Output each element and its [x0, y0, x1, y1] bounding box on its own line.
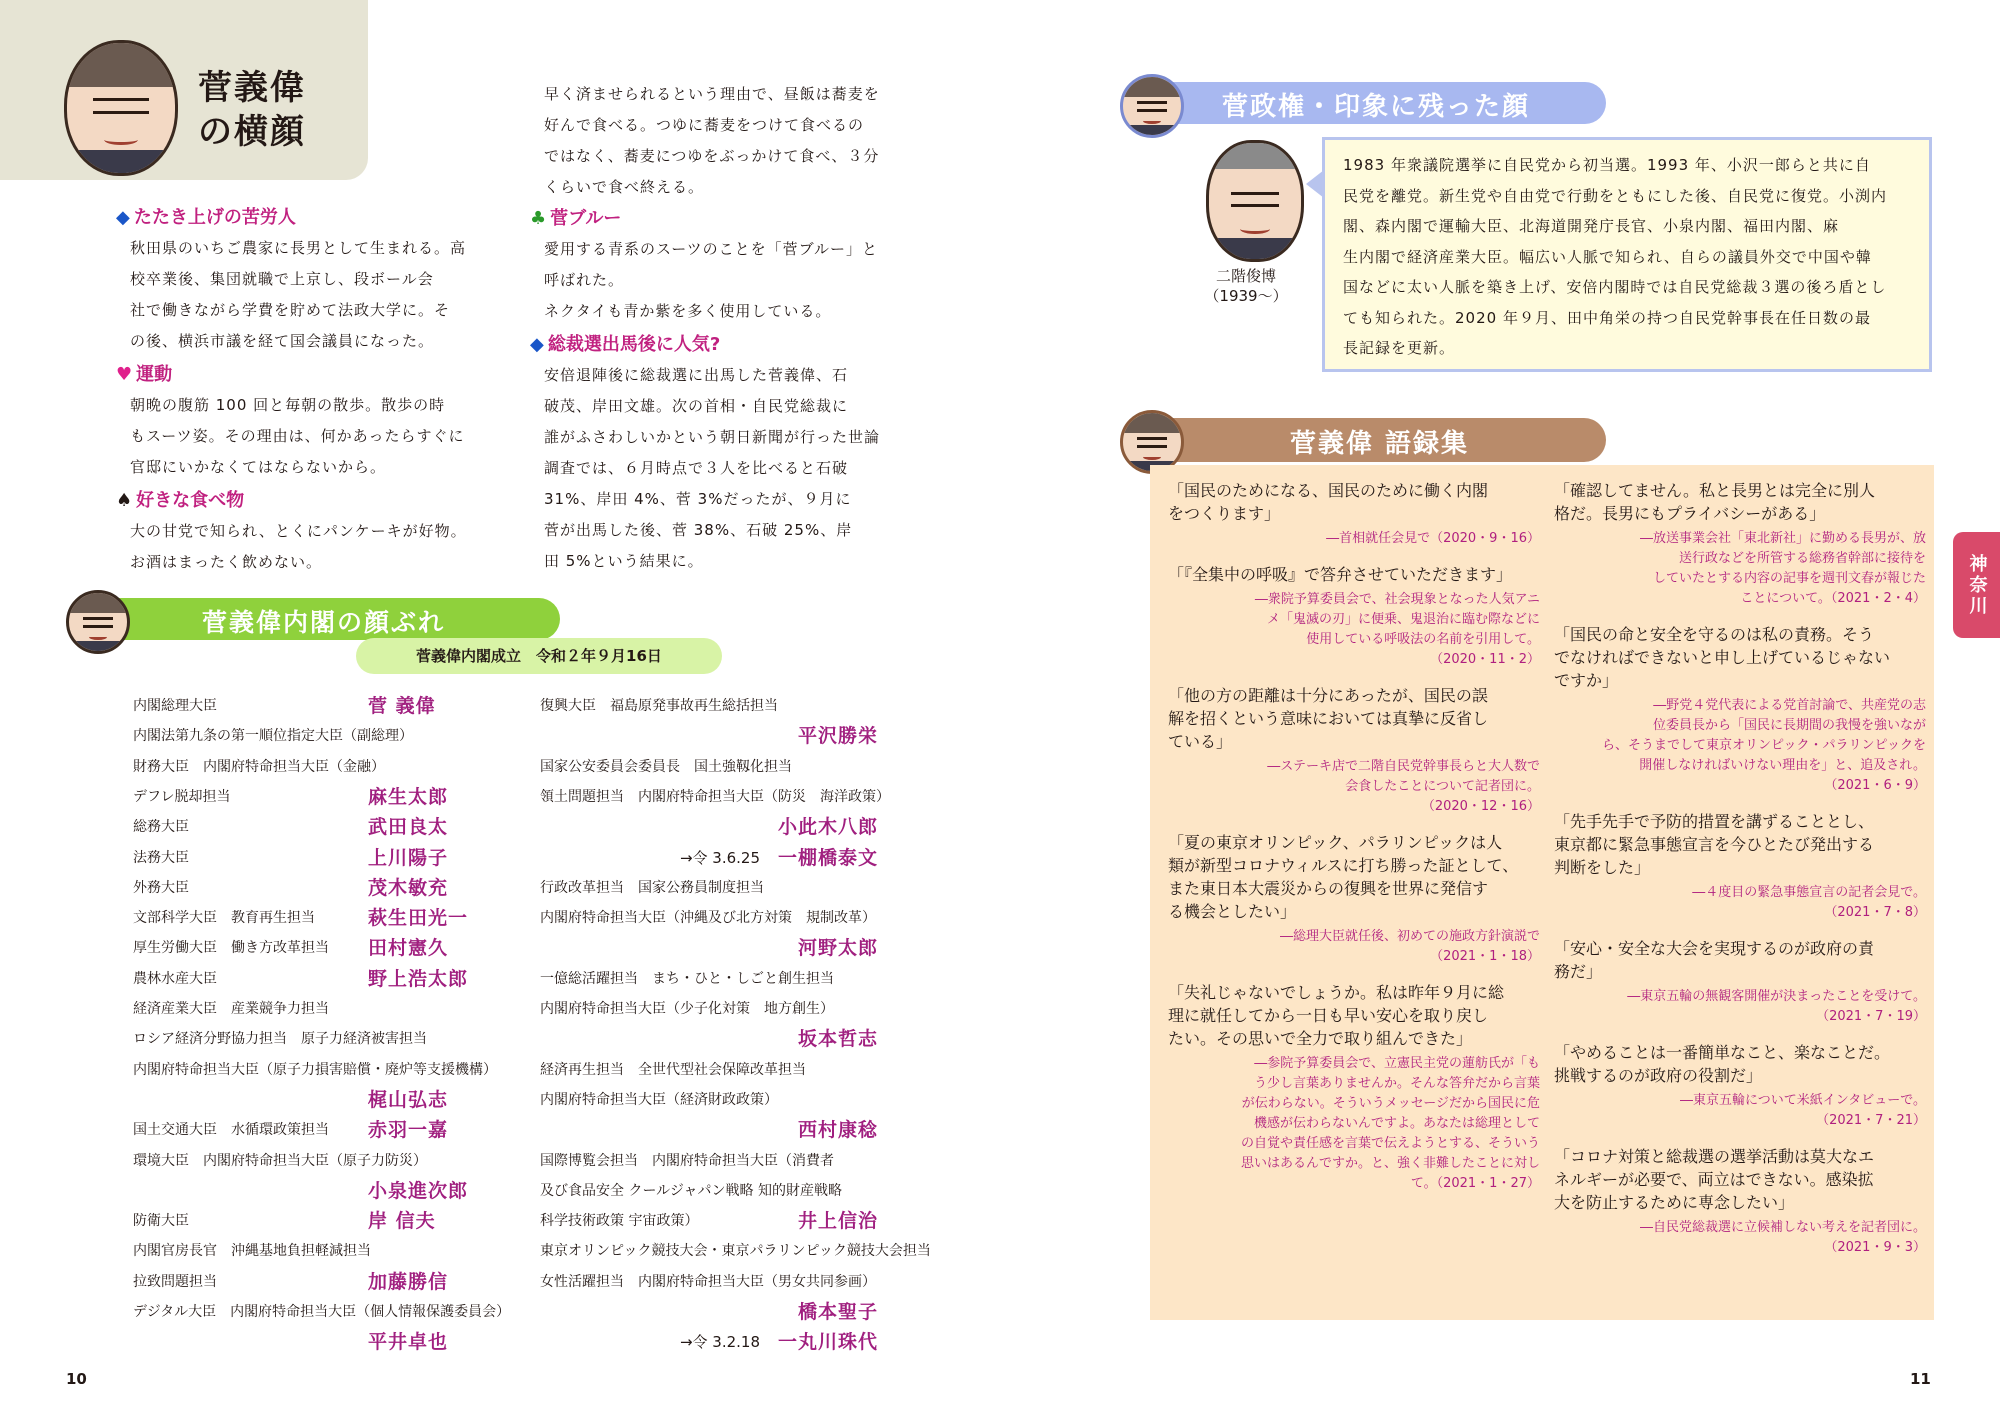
quote-source [1554, 883, 1926, 923]
quote-source [1168, 927, 1540, 967]
nikai-portrait-icon [1206, 140, 1304, 262]
quote-source [1168, 590, 1540, 670]
quote-source [1554, 1091, 1926, 1131]
bio-box [1322, 137, 1932, 372]
quote-source-line: ―東京五輪について米紙インタビューで。 [1680, 1093, 1926, 1108]
bio-line: 生内閣で経済産業大臣。幅広い人脈で知られ、自らの議員外交で中国や韓 [1343, 247, 1872, 266]
cabinet-minister-name: 茂木敏充 [368, 876, 449, 899]
quote-source-line: ―参院予算委員会で、立憲民主党の蓮舫氏が「も [1254, 1056, 1540, 1071]
cabinet-post: 総務大臣 [133, 819, 189, 836]
suga-portrait-icon [64, 40, 178, 176]
quote-line: 「やめることは一番簡単なこと、楽なことだ。 [1554, 1043, 1891, 1062]
quote-source-line: ―野党４党代表による党首討論で、共産党の志 [1653, 698, 1926, 713]
nikai-years: （1939～） [1204, 287, 1288, 305]
cabinet-heading-pill [82, 598, 560, 640]
bio-line: 閣、森内閣で運輸大臣、北海道開発庁長官、小泉内閣、福田内閣、麻 [1343, 217, 1840, 235]
profile-header-bg [0, 0, 368, 180]
quote-line: 大を防止するために専念したい」 [1554, 1193, 1795, 1212]
cabinet-subheading: 菅義偉内閣成立 令和２年９月16日 [416, 647, 662, 665]
bio-line: 国などに太い人脈を築き上げ、安倍内閣時では自民党総裁３選の後ろ盾とし [1343, 278, 1887, 296]
cabinet-post: 防衛大臣 [133, 1213, 189, 1230]
quote-source-line: ―ステーキ店で二階自民党幹事長らと大人数で [1267, 759, 1540, 774]
section-heading-text: 運動 [136, 364, 173, 385]
quote-source-line: ことについて。（2021・2・4） [1740, 591, 1926, 606]
profile-text-line: 秋田県のいちご農家に長男として生まれる。高 [130, 239, 467, 257]
quote-line: 理に就任してから一日も早い安心を取り戻し [1168, 1006, 1489, 1025]
quote-source [1168, 529, 1540, 549]
profile-right-intro [530, 79, 900, 203]
profile-text-line: 安倍退陣後に総裁選に出馬した菅義偉、石 [544, 366, 849, 384]
section-heading-text: たたき上げの苦労人 [133, 207, 296, 228]
cabinet-minister-name: 菅 義偉 [368, 695, 436, 717]
quote-text [1554, 937, 1926, 983]
quote-text [1554, 1145, 1926, 1214]
quote-text [1168, 981, 1540, 1050]
quote-line: 「夏の東京オリンピック、パラリンピックは人 [1168, 833, 1503, 852]
profile-section-heading [530, 329, 900, 360]
cabinet-post: 内閣総理大臣 [133, 698, 217, 714]
cabinet-post: 東京オリンピック競技大会・東京パラリンピック競技大会担当 [540, 1243, 931, 1260]
quote-item [1554, 479, 1926, 609]
nikai-name: 二階俊博 [1215, 267, 1276, 285]
profile-text-line: 田 5%という結果に。 [544, 552, 704, 570]
quote-line: 務だ」 [1554, 962, 1603, 981]
section-marker-icon: ♣ [530, 208, 547, 229]
cabinet-minister-name: 坂本哲志 [797, 1028, 878, 1051]
cabinet-post: 経済産業大臣 産業競争力担当 [133, 1001, 329, 1017]
quote-item [1554, 623, 1926, 796]
profile-text-line: 調査では、６月時点で３人を比べると石破 [544, 459, 849, 477]
quote-item [1554, 1041, 1926, 1131]
cabinet-minister-name: 加藤勝信 [368, 1270, 449, 1293]
cabinet-minister-name: 橋本聖子 [797, 1301, 878, 1323]
cabinet-minister-name: 平井卓也 [368, 1331, 449, 1354]
profile-text-line: 31%、岸田 4%、菅 3%だったが、９月に [544, 490, 852, 508]
quote-source-line: （2020・11・2） [1430, 652, 1540, 667]
profile-text-line: お酒はまったく飲めない。 [130, 553, 323, 571]
quote-line: 「国民のためになる、国民のために働く内閣 [1168, 481, 1489, 500]
cabinet-minister-name: 小此木八郎 [777, 816, 878, 839]
bio-line: 民党を離党。新生党や自由党で行動をともにした後、自民党に復党。小渕内 [1343, 186, 1888, 205]
quote-item [1168, 831, 1540, 967]
profile-right-sections [530, 203, 900, 577]
profile-section-heading [116, 359, 495, 390]
profile-text-line: 早く済ませられるという理由で、昼飯は蕎麦を [544, 85, 880, 103]
profile-text-line: ではなく、蕎麦につゆをぶっかけて食べ、３分 [544, 147, 880, 165]
cabinet-post: 一億総活躍担当 まち・ひと・しごと創生担当 [540, 970, 834, 987]
quote-source-line: ―総理大臣就任後、初めての施政方針演説で [1279, 929, 1540, 944]
profile-text-line: 社で働きながら学費を貯めて法政大学に。そ [130, 301, 451, 319]
quote-line: 「安心・安全な大会を実現するのが政府の責 [1554, 939, 1875, 958]
profile-section-heading [116, 485, 495, 516]
quote-line: 格だ。長男にもプライバシーがある」 [1554, 504, 1826, 523]
quote-line: ですか」 [1554, 671, 1619, 690]
quote-text [1554, 810, 1926, 879]
impression-heading-pill [1140, 82, 1606, 124]
quote-line: たい。その思いで全力で取り組んできた」 [1168, 1029, 1473, 1048]
quote-source-line: 開催しなければいけない理由を」と、追及され。 [1639, 758, 1926, 773]
quote-source-line: メ「鬼滅の刃」に便乗、鬼退治に臨む際などに [1266, 612, 1540, 627]
section-marker-icon: ♠ [116, 490, 133, 511]
quote-text [1554, 623, 1926, 692]
cabinet-post: 内閣府特命担当大臣（沖縄及び北方対策 規制改革） [540, 910, 876, 927]
cabinet-minister-name: 梶山弘志 [368, 1088, 449, 1111]
quote-item [1168, 981, 1540, 1194]
quote-line: 「『全集中の呼吸』で答弁させていただきます」 [1168, 565, 1513, 584]
quote-line: でなければできないと申し上げているじゃない [1554, 648, 1891, 667]
quote-item [1554, 810, 1926, 923]
cabinet-subheading-pill [356, 638, 722, 674]
quote-source-line: ら、そうまでして東京オリンピック・パラリンピックを [1602, 738, 1926, 753]
cabinet-minister-name: 河野太郎 [797, 937, 878, 960]
profile-text-line: 朝晩の腹筋 100 回と毎朝の散歩。散歩の時 [130, 396, 446, 414]
profile-text-line: 破茂、岸田文雄。次の首相・自民党総裁に [544, 397, 849, 415]
quote-line: 挑戦するのが政府の役割だ」 [1554, 1066, 1763, 1085]
profile-section-heading [530, 203, 900, 234]
quote-source-line: が伝わらない。そういうメッセージだから国民に危 [1241, 1096, 1540, 1111]
quote-source [1554, 1218, 1926, 1258]
cabinet-minister-name: 一棚橋泰文 [777, 846, 878, 869]
profile-text-line: 好んで食べる。つゆに蕎麦をつけて食べるの [544, 116, 865, 134]
cabinet-minister-name: 麻生太郎 [368, 785, 449, 808]
cabinet-minister-name: 小泉進次郎 [368, 1179, 469, 1202]
quote-source-line: 機感が伝わらないんですよ。あなたは総理として [1253, 1116, 1540, 1131]
section-heading-text: 総裁選出馬後に人気? [547, 334, 721, 355]
quote-line: 「失礼じゃないでしょうか。私は昨年９月に総 [1168, 983, 1505, 1002]
cabinet-post: デフレ脱却担当 [133, 788, 231, 805]
quote-source-line: 送行政などを所管する総務省幹部に接待を [1678, 551, 1926, 566]
quote-source-line: ―放送事業会社「東北新社」に勤める長男が、放 [1639, 531, 1926, 546]
quote-source-line: （2020・12・16） [1421, 799, 1540, 814]
quote-line: 「他の方の距離は十分にあったが、国民の誤 [1168, 686, 1488, 705]
quote-source-line: 位委員長から「国民に長期間の我慢を強いなが [1652, 718, 1926, 733]
quote-line: る機会としたい」 [1168, 902, 1297, 921]
profile-text-line: 誰がふさわしいかという朝日新聞が行った世論 [544, 428, 881, 446]
profile-title [198, 66, 306, 154]
profile-text-line: 大の甘党で知られ、とくにパンケーキが好物。 [130, 522, 467, 540]
quote-line: 類が新型コロナウィルスに打ち勝った証として、 [1168, 856, 1519, 875]
bio-line: ても知られた。2020 年９月、田中角栄の持つ自民党幹事長在任日数の最 [1343, 308, 1871, 327]
quote-line: 「国民の命と安全を守るのは私の責務。そう [1554, 625, 1875, 644]
cabinet-minister-name: 武田良太 [368, 816, 449, 839]
quote-text [1168, 831, 1540, 923]
cabinet-minister-name: 岸 信夫 [368, 1210, 436, 1233]
quote-line: 「確認してません。私と長男とは完全に別人 [1554, 481, 1875, 500]
section-heading-text: 菅ブルー [550, 208, 622, 229]
cabinet-post: 厚生労働大臣 働き方改革担当 [133, 940, 329, 957]
quote-line: また東日本大震災からの復興を世界に発信す [1168, 879, 1489, 898]
page-number-left: 10 [66, 1370, 87, 1388]
quote-line: をつくります」 [1168, 504, 1281, 523]
suga-small-icon [66, 590, 130, 654]
cabinet-post: 財務大臣 内閣府特命担当大臣（金融） [133, 758, 385, 775]
cabinet-post: デジタル大臣 内閣府特命担当大臣（個人情報保護委員会） [133, 1304, 511, 1320]
quote-source-line: て。（2021・1・27） [1410, 1176, 1540, 1191]
quote-text [1554, 1041, 1926, 1087]
quote-source-line: ―東京五輪の無観客開催が決まったことを受けて。 [1627, 989, 1926, 1004]
page-number-right: 11 [1910, 1370, 1931, 1388]
cabinet-post: 経済再生担当 全世代型社会保障改革担当 [540, 1061, 806, 1078]
quote-line: 「コロナ対策と総裁選の選挙活動は莫大なエ [1554, 1147, 1875, 1166]
cabinet-minister-name: 一丸川珠代 [777, 1331, 878, 1354]
cabinet-post: 外務大臣 [133, 879, 189, 896]
quote-line: 判断をした」 [1554, 858, 1651, 877]
profile-text-line: 校卒業後、集団就職で上京し、段ボール会 [130, 270, 434, 288]
quote-text [1168, 684, 1540, 753]
bio-line: 1983 年衆議院選挙に自民党から初当選。1993 年、小沢一郎らと共に自 [1343, 156, 1871, 174]
quote-source-line: 会食したことについて記者団に。 [1345, 779, 1540, 794]
quote-item [1168, 563, 1540, 670]
quote-source-line: 思いはあるんですか。と、強く非難したことに対し [1240, 1156, 1540, 1171]
cabinet-post: 復興大臣 福島原発事故再生総括担当 [540, 698, 778, 714]
profile-text-line: もスーツ姿。その理由は、何かあったらすぐに [130, 427, 465, 445]
cabinet-post: 行政改革担当 国家公務員制度担当 [540, 879, 764, 896]
cabinet-minister-name: 赤羽一嘉 [368, 1119, 449, 1142]
quote-source [1168, 1054, 1540, 1194]
cabinet-post: ロシア経済分野協力担当 原子力経済被害担当 [133, 1031, 427, 1048]
profile-left-column [116, 202, 495, 578]
quote-text [1554, 479, 1926, 525]
profile-text-line: 愛用する青系のスーツのことを「菅ブルー」と [544, 240, 879, 258]
quote-source-line: （2021・7・21） [1816, 1113, 1926, 1128]
quote-source-line: （2021・7・19） [1816, 1009, 1926, 1024]
suga-impression-icon [1120, 74, 1184, 138]
cabinet-post: 拉致問題担当 [133, 1273, 217, 1290]
cabinet-post: 及び食品安全 クールジャパン戦略 知的財産戦略 [540, 1182, 842, 1199]
cabinet-post: 国際博覧会担当 内閣府特命担当大臣（消費者 [540, 1152, 834, 1169]
cabinet-post: 環境大臣 内閣府特命担当大臣（原子力防災） [133, 1152, 427, 1169]
quote-text [1168, 479, 1540, 525]
quotes-box [1150, 465, 1934, 1320]
cabinet-minister-name: 野上浩太郎 [368, 967, 469, 990]
section-heading-text: 好きな食べ物 [136, 490, 245, 511]
quote-item [1554, 1145, 1926, 1258]
profile-title-line1: 菅義偉 [198, 68, 306, 108]
section-marker-icon: ◆ [116, 207, 130, 228]
cabinet-heading: 菅義偉内閣の顔ぶれ [202, 608, 446, 637]
profile-section-heading [116, 202, 495, 233]
profile-text-line: 菅が出馬した後、菅 38%、石破 25%、岸 [544, 521, 853, 539]
profile-text-line: 呼ばれた。 [544, 271, 625, 289]
quote-source-line: （2021・7・8） [1824, 905, 1926, 920]
cabinet-post: 内閣官房長官 沖縄基地負担軽減担当 [133, 1243, 371, 1260]
nikai-caption [1176, 266, 1316, 306]
side-tab-kanagawa: 神奈川 [1953, 532, 2000, 638]
cabinet-minister-name: 井上信治 [797, 1210, 878, 1233]
quote-source [1554, 696, 1926, 796]
quote-source-line: ―衆院予算委員会で、社会現象となった人気アニ [1254, 592, 1540, 607]
profile-text-line: くらいで食べ終える。 [544, 178, 705, 196]
quote-item [1168, 479, 1540, 549]
quote-source-line: の自覚や責任感を言葉で伝えようとする、そういう [1240, 1136, 1540, 1151]
section-marker-icon: ♥ [116, 364, 133, 385]
quote-source-line: ―首相就任会見で（2020・9・16） [1326, 531, 1540, 546]
profile-text-line: ネクタイも青か紫を多く使用している。 [544, 302, 832, 320]
cabinet-post: 内閣府特命担当大臣（原子力損害賠償・廃炉等支援機構） [133, 1061, 497, 1078]
quote-line: ネルギーが必要で、両立はできない。感染拡 [1554, 1170, 1874, 1189]
quote-text [1168, 563, 1540, 586]
section-marker-icon: ◆ [530, 334, 544, 355]
quote-source-line: 使用している呼吸法の名前を引用して。 [1306, 632, 1540, 647]
profile-text-line: 官邸にいかなくてはならないから。 [130, 458, 387, 476]
quote-line: 「先手先手で予防的措置を講ずることとし、 [1554, 812, 1875, 831]
quote-source-line: （2021・1・18） [1430, 949, 1540, 964]
cabinet-post: 法務大臣 [133, 849, 189, 866]
cabinet-post: 領土問題担当 内閣府特命担当大臣（防災 海洋政策） [540, 788, 890, 805]
profile-right-column [530, 79, 900, 577]
quote-source [1554, 987, 1926, 1027]
quote-line: ている」 [1168, 732, 1233, 751]
cabinet-post: 内閣府特命担当大臣（経済財政政策） [540, 1091, 778, 1108]
quotes-heading: 菅義偉 語録集 [1290, 429, 1470, 459]
profile-title-line2: の横顔 [198, 112, 306, 152]
quote-item [1554, 937, 1926, 1027]
quote-source-line: （2021・9・3） [1824, 1240, 1926, 1255]
quotes-heading-pill [1140, 418, 1606, 462]
quote-source-line: う少し言葉ありませんか。そんな答弁だから言葉 [1253, 1076, 1540, 1091]
cabinet-minister-name: 田村憲久 [368, 937, 449, 960]
quote-source [1554, 529, 1926, 609]
cabinet-post: 内閣府特命担当大臣（少子化対策 地方創生） [540, 1001, 834, 1017]
quote-source [1168, 757, 1540, 817]
quote-source-line: （2021・6・9） [1824, 778, 1926, 793]
cabinet-post: 文部科学大臣 教育再生担当 [133, 910, 315, 927]
impression-heading: 菅政権・印象に残った顔 [1222, 92, 1531, 122]
quote-line: 東京都に緊急事態宣言を今ひとたび発出する [1554, 835, 1875, 854]
cabinet-post: 農林水産大臣 [133, 970, 217, 987]
cabinet-minister-name: 平沢勝栄 [797, 725, 878, 748]
bio-text [1325, 140, 1929, 374]
cabinet-minister-name: 萩生田光一 [368, 907, 469, 930]
quote-source-line: していたとする内容の記事を週刊文春が報じた [1652, 571, 1926, 586]
cabinet-post: 国家公安委員会委員長 国土強靱化担当 [540, 758, 792, 775]
profile-text-line: の後、横浜市議を経て国会議員になった。 [130, 332, 435, 350]
cabinet-post: 国土交通大臣 水循環政策担当 [133, 1122, 329, 1139]
cabinet-post: 科学技術政策 宇宙政策） [540, 1213, 699, 1230]
quote-source-line: ―自民党総裁選に立候補しない考えを記者団に。 [1639, 1220, 1926, 1235]
quote-line: 解を招くという意味においては真摯に反省し [1168, 709, 1489, 728]
cabinet-post: 内閣法第九条の第一順位指定大臣（副総理） [133, 728, 413, 745]
cabinet-post: →令 3.2.18 [679, 1333, 760, 1352]
quote-source-line: ―４度目の緊急事態宣言の記者会見で。 [1692, 885, 1926, 900]
quote-item [1168, 684, 1540, 817]
cabinet-post: →令 3.6.25 [679, 848, 760, 867]
bio-line: 長記録を更新。 [1343, 339, 1456, 357]
cabinet-post: 女性活躍担当 内閣府特命担当大臣（男女共同参画） [540, 1273, 876, 1290]
cabinet-minister-name: 西村康稔 [797, 1119, 878, 1142]
cabinet-minister-name: 上川陽子 [368, 846, 449, 869]
